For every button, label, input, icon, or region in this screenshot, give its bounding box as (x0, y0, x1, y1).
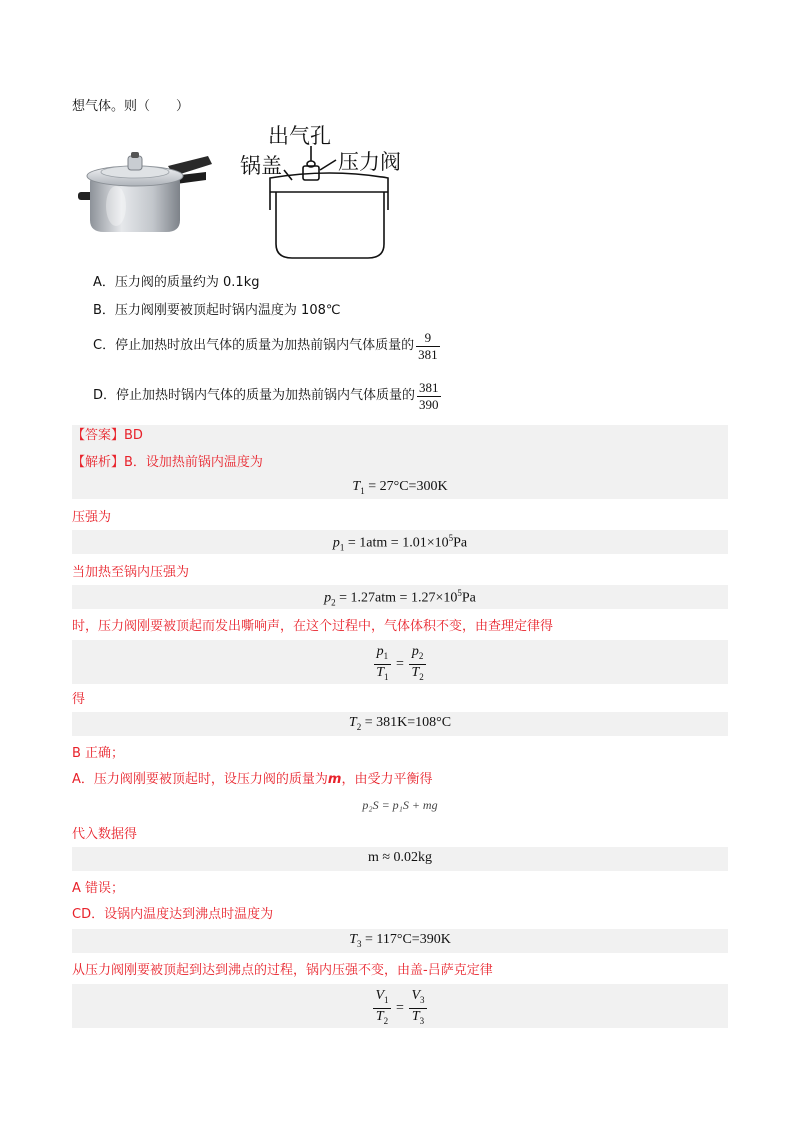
equation-t3-rest: = 117°C=390K (361, 932, 451, 947)
b-correct: B 正确； (72, 746, 125, 761)
equation-t1-rest: = 27°C=300K (364, 479, 448, 494)
cd-text: CD．设锅内温度达到沸点时温度为 (72, 907, 274, 922)
a-text-var: m (327, 772, 342, 787)
option-d-fraction (417, 380, 441, 413)
solution-header-bar (72, 425, 728, 499)
option-a: A．压力阀的质量约为 0.1kg (93, 275, 260, 290)
option-d-denominator: 390 (419, 396, 439, 412)
option-c (93, 326, 442, 366)
option-b: B．压力阀刚要被顶起时锅内温度为 108℃ (93, 303, 341, 318)
analysis-line (72, 454, 263, 472)
a-wrong: A 错误； (72, 881, 125, 896)
equation-p2-bar (72, 585, 728, 609)
equation-t2-rest: = 381K=108°C (361, 715, 452, 730)
equation-p2: $p_2 = 1.27atm = 1.27\times 10^5Pa$ (324, 588, 476, 608)
equation-balance: p₂S = p₁S + mg (362, 798, 438, 812)
a-text-2: ，由受力平衡得 (341, 772, 433, 787)
equation-gaylussac-bar (72, 984, 728, 1028)
label-lid: 锅盖 (240, 154, 282, 178)
equation-mass: m ≈ 0.02kg (367, 850, 433, 865)
cooker-diagram (240, 124, 420, 264)
process-text: 时，压力阀刚要被顶起而发出嘶响声，在这个过程中，气体体积不变，由查理定律得 (72, 619, 554, 634)
equation-mass-bar (72, 847, 728, 871)
a-text-1: A．压力阀刚要被顶起时，设压力阀的质量为 (72, 772, 328, 787)
equation-t2: $T_2 = 381K=108^\circ C$ (348, 715, 452, 732)
analysis-start: B．设加热前锅内温度为 (124, 455, 263, 470)
equation-charles: $\frac{p_1}{T_1}$ = $\frac{p_2}{T_2}$ (376, 644, 424, 682)
substitute-label: 代入数据得 (72, 827, 138, 842)
label-valve: 压力阀 (338, 150, 401, 174)
option-c-fraction (416, 330, 440, 363)
equation-balance-row (72, 796, 728, 816)
option-c-denominator: 381 (418, 346, 438, 362)
question-intro: 想气体。则（ ） (72, 99, 190, 114)
option-d-text: D．停止加热时锅内气体的质量为加热前锅内气体质量的 (93, 388, 416, 403)
final-text: 从压力阀刚要被顶起到达到沸点的过程，锅内压强不变，由盖-吕萨克定律 (72, 963, 493, 978)
equation-charles-bar (72, 640, 728, 684)
option-c-numerator: 9 (416, 330, 440, 347)
equation-p1-exp: 5 (448, 533, 454, 543)
equation-t2-bar (72, 712, 728, 736)
option-d-numerator: 381 (419, 379, 439, 395)
get-label: 得 (72, 692, 86, 707)
equation-p1-bar (72, 530, 728, 554)
equation-gaylussac: $\frac{V_1}{T_2}$ = $\frac{V_3}{T_3}$ (375, 988, 425, 1026)
pressure-label: 压强为 (72, 510, 112, 525)
equation-t1: $T_1 = 27^\circ C=300K$ (352, 479, 448, 496)
answer-line: 【答案】BD (72, 428, 143, 443)
equation-p2-rest: = 1.27atm = 1.27×10 (335, 590, 458, 606)
equation-p2-unit: Pa (461, 590, 476, 606)
analysis-label: 【解析】 (72, 455, 125, 470)
option-d (93, 376, 443, 416)
label-vent: 出气孔 (268, 124, 331, 148)
heating-label: 当加热至锅内压强为 (72, 565, 190, 580)
equation-p1-rest: = 1atm = 1.01×10 (344, 535, 449, 551)
equation-t3-bar (72, 929, 728, 953)
pressure-cooker-photo (76, 146, 214, 236)
equation-p1-unit: Pa (453, 535, 468, 551)
a-analysis-text (72, 771, 432, 789)
equation-t3: $T_3 = 117^\circ C=390K$ (349, 932, 451, 949)
option-c-text: C．停止加热时放出气体的质量为加热前锅内气体质量的 (93, 338, 415, 353)
equation-p2-exp: 5 (457, 588, 462, 598)
equation-p1: $p_1 = 1atm = 1.01\times 10^5Pa$ (332, 533, 468, 553)
